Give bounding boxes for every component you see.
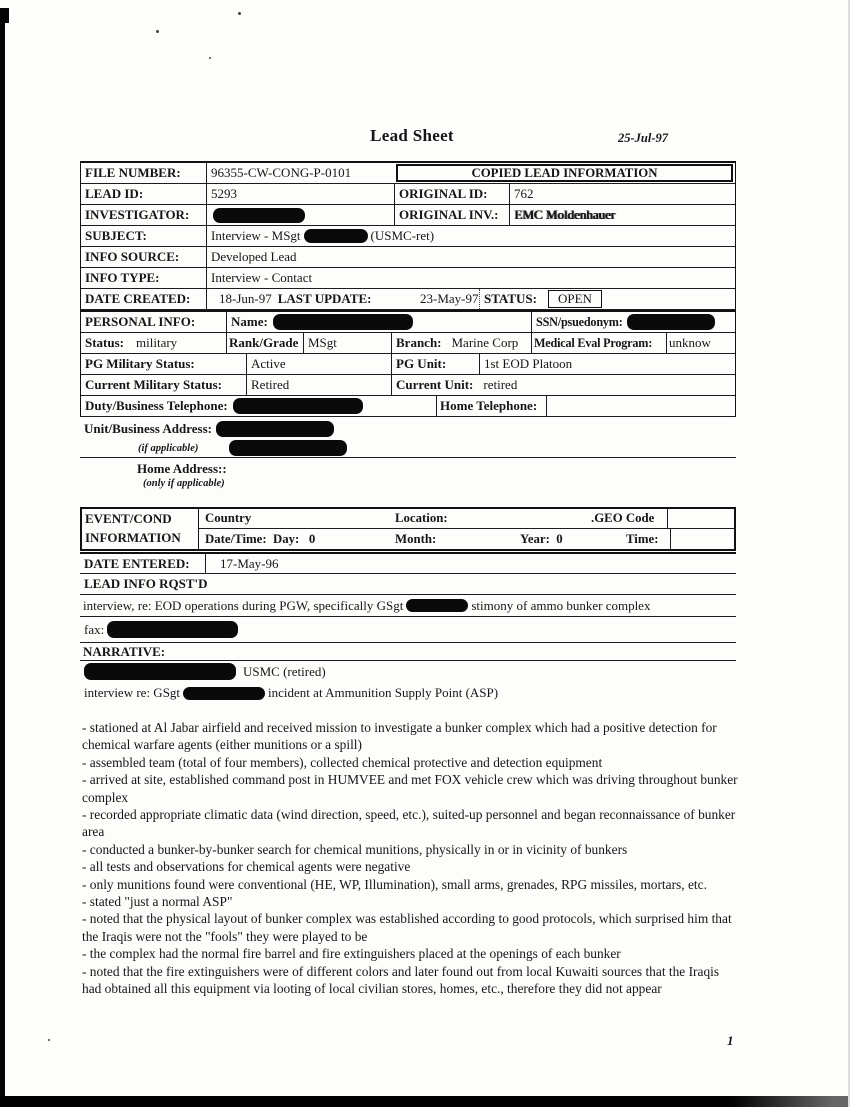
ssn-label: SSN/psuedonym:: [536, 314, 623, 329]
subject-label: SUBJECT:: [85, 228, 147, 243]
pg-unit-value: 1st EOD Platoon: [479, 354, 735, 374]
if-applicable-label: (if applicable): [138, 442, 199, 454]
redaction-bar-unit-address-2: [229, 440, 347, 456]
investigator-label: INVESTIGATOR:: [85, 207, 190, 222]
narrative-paragraph: - the complex had the normal fire barrel and fire extinguishers placed at the openings of each bunker: [82, 946, 621, 962]
lead-info-table: [80, 161, 736, 310]
fax-label: fax:: [84, 621, 105, 637]
time-value: [670, 529, 734, 549]
row-current-status: [81, 375, 735, 396]
branch-value: Marine Corp: [451, 335, 519, 350]
date-entered-row: [80, 552, 736, 574]
narrative-paragraph: - assembled team (total of four members), collected chemical protective and detection equipment: [82, 754, 603, 770]
ssn-cell: [531, 312, 735, 332]
military-status-label: Status:: [85, 335, 125, 350]
current-military-status-value: Retired: [246, 375, 391, 395]
pg-unit-label: PG Unit:: [391, 354, 479, 374]
row-info-type: [81, 268, 735, 289]
scan-speck: [156, 30, 159, 33]
narrative-name-line: [84, 663, 326, 680]
home-address-label: Home Address::: [137, 461, 227, 476]
narrative-paragraph: - only munitions found were conventional (HE, WP, Illumination), small arms, grenades, RPG missiles, mortars, etc.: [82, 876, 707, 892]
redaction-bar-ssn: [627, 314, 715, 330]
date-time-label: Date/Time: Day: 0: [205, 531, 316, 546]
row-telephones: [81, 396, 735, 417]
status-cell: [81, 333, 226, 353]
event-cond-line2: INFORMATION: [85, 529, 181, 545]
unit-address-line: [80, 418, 736, 439]
home-phone-label: Home Telephone:: [436, 396, 546, 416]
time-label: Time:: [626, 531, 659, 546]
original-inv-value: EMC Moldenhauer: [509, 205, 735, 225]
empty-cell: [602, 289, 735, 309]
narrative-paragraph: - all tests and observations for chemical agents were negative: [82, 859, 411, 875]
original-id-label: ORIGINAL ID:: [394, 184, 509, 204]
only-if-applicable-label: (only if applicable): [143, 478, 225, 489]
redaction-bar-unit-address: [216, 421, 334, 437]
branch-label: Branch:: [396, 335, 442, 350]
current-unit-label: Current Unit:: [396, 377, 474, 392]
lead-request-line: [80, 595, 736, 617]
row-file-number: [81, 163, 735, 184]
original-inv-label: ORIGINAL INV.:: [394, 205, 509, 225]
row-status-rank: [81, 333, 735, 354]
original-id-value: 762: [509, 184, 735, 204]
scan-speck: [209, 57, 211, 59]
scan-artifact-left-blob: [0, 8, 9, 23]
redaction-bar-investigator: [213, 208, 305, 223]
lead-info-rqst-header: LEAD INFO RQST'D: [80, 574, 736, 595]
interview-prefix: interview re: GSgt: [84, 685, 181, 700]
redaction-bar-request: [406, 599, 468, 612]
info-source-value: Developed Lead: [206, 247, 735, 267]
home-phone-value: [546, 396, 735, 416]
info-type-label: INFO TYPE:: [85, 270, 160, 285]
scan-speck: [48, 1039, 50, 1041]
document-date: 25-Jul-97: [618, 131, 668, 145]
redaction-bar-gsgt: [183, 687, 265, 700]
date-created-value: 18-Jun-97: [219, 291, 272, 306]
info-source-label: INFO SOURCE:: [85, 249, 180, 264]
pg-military-status-value: Active: [246, 354, 391, 374]
subject-prefix: Interview - MSgt: [211, 228, 301, 243]
current-unit-cell: [391, 375, 735, 395]
country-label: Country: [205, 511, 252, 525]
scan-artifact-left-edge: [0, 8, 5, 1100]
row-date-created: [81, 289, 735, 310]
status-cell: [544, 289, 602, 309]
rank-grade-value: MSgt: [303, 333, 391, 353]
rank-grade-label: Rank/Grade: [226, 333, 303, 353]
military-status-value: military: [136, 335, 178, 350]
redaction-bar-name: [273, 314, 413, 330]
page-title: Lead Sheet: [370, 126, 454, 145]
narrative-paragraph: - stated "just a normal ASP": [82, 894, 233, 910]
lead-id-value: 5293: [206, 184, 394, 204]
event-row-location: [199, 509, 734, 529]
narrative-retired-suffix: USMC (retired): [243, 663, 326, 679]
name-cell: [226, 312, 531, 332]
current-military-status-label: Current Military Status:: [85, 377, 222, 392]
scan-artifact-bottom-edge: [0, 1096, 850, 1107]
narrative-interview-line: [84, 685, 498, 701]
location-label: Location:: [395, 511, 448, 525]
address-block: [80, 418, 736, 494]
row-personal-header: [81, 312, 735, 333]
personal-info-label: PERSONAL INFO:: [85, 314, 196, 329]
personal-info-table: [80, 310, 736, 417]
narrative-paragraph: - stationed at Al Jabar airfield and received mission to investigate a bunker complex which had a positive detection for chemical warfare agents (either munitions or a spill): [82, 720, 717, 753]
last-update-label: LAST UPDATE:: [277, 291, 372, 306]
scan-speck: [238, 12, 241, 15]
narrative-paragraph: - arrived at site, established command post in HUMVEE and met FOX vehicle crew which was driving throughout bunker complex: [82, 772, 738, 805]
name-label: Name:: [231, 314, 268, 329]
redaction-bar-fax: [107, 621, 238, 638]
narrative-paragraph: - recorded appropriate climatic data (wind direction, speed, etc.), suited-up personnel and began reconnaissance of bunker area: [82, 807, 736, 840]
file-number-value: 96355-CW-CONG-P-0101: [206, 163, 394, 183]
file-number-label: FILE NUMBER:: [85, 165, 181, 180]
duty-phone-cell: [81, 396, 436, 416]
fax-line: [80, 617, 736, 643]
last-update-value: 23-May-97: [420, 291, 479, 306]
row-pg-status: [81, 354, 735, 375]
row-lead-id: [81, 184, 735, 205]
month-label: Month:: [395, 531, 437, 546]
row-investigator: [81, 205, 735, 226]
geo-code-label: .GEO Code: [591, 511, 655, 525]
current-unit-value: retired: [483, 377, 518, 392]
request-text-suffix: stimony of ammo bunker complex: [471, 597, 651, 613]
status-value: OPEN: [548, 290, 602, 308]
date-created-label: DATE CREATED:: [85, 291, 191, 306]
date-entered-value: 17-May-96: [205, 554, 736, 573]
lead-id-label: LEAD ID:: [85, 186, 144, 201]
event-row-datetime: [199, 529, 734, 549]
medical-eval-value: unknow: [666, 333, 735, 353]
date-entered-label: DATE ENTERED:: [84, 555, 190, 571]
medical-eval-label: Medical Eval Program:: [531, 333, 666, 353]
status-label: STATUS:: [479, 289, 544, 309]
subject-value: [206, 226, 735, 246]
narrative-header: NARRATIVE:: [80, 643, 736, 661]
event-cond-line1: EVENT/COND: [85, 511, 172, 526]
pg-military-status-label: PG Military Status:: [85, 356, 195, 371]
redaction-bar-subject: [304, 229, 368, 243]
year-label: Year: 0: [520, 531, 563, 546]
event-cond-box: [80, 507, 736, 551]
unit-address-label: Unit/Business Address:: [84, 420, 212, 436]
redaction-bar-narrative-name: [84, 663, 236, 680]
event-cond-label: [82, 509, 199, 549]
subject-suffix: (USMC-ret): [370, 228, 435, 243]
redaction-bar-duty-phone: [233, 398, 363, 414]
date-created-cell: [206, 289, 394, 309]
narrative-paragraph: - noted that the physical layout of bunker complex was established according to good protocols, which surprised him that the Iraqis were not the "fools" they were played to be: [82, 911, 732, 944]
interview-suffix: incident at Ammunition Supply Point (ASP): [268, 685, 499, 700]
page-number: 1: [727, 1033, 734, 1048]
row-subject: [81, 226, 735, 247]
request-text-prefix: interview, re: EOD operations during PGW, specifically GSgt: [83, 597, 404, 613]
info-type-value: Interview - Contact: [206, 268, 735, 288]
row-info-source: [81, 247, 735, 268]
narrative-paragraph: - conducted a bunker-by-bunker search for chemical munitions, physically in or in vicinity of bunkers: [82, 841, 628, 857]
geo-code-value: [667, 509, 734, 528]
if-applicable-line: [80, 439, 736, 458]
narrative-body: [82, 719, 740, 998]
duty-phone-label: Duty/Business Telephone:: [85, 398, 228, 413]
copied-lead-banner: COPIED LEAD INFORMATION: [396, 164, 733, 182]
investigator-value: [206, 205, 394, 225]
branch-cell: [391, 333, 531, 353]
narrative-paragraph: - noted that the fire extinguishers were of different colors and later found out from local Kuwaiti sources that the Iraqis had obtained all this equipment via looting of local civilian stores, homes, etc., therefore they did not appear: [82, 963, 720, 997]
